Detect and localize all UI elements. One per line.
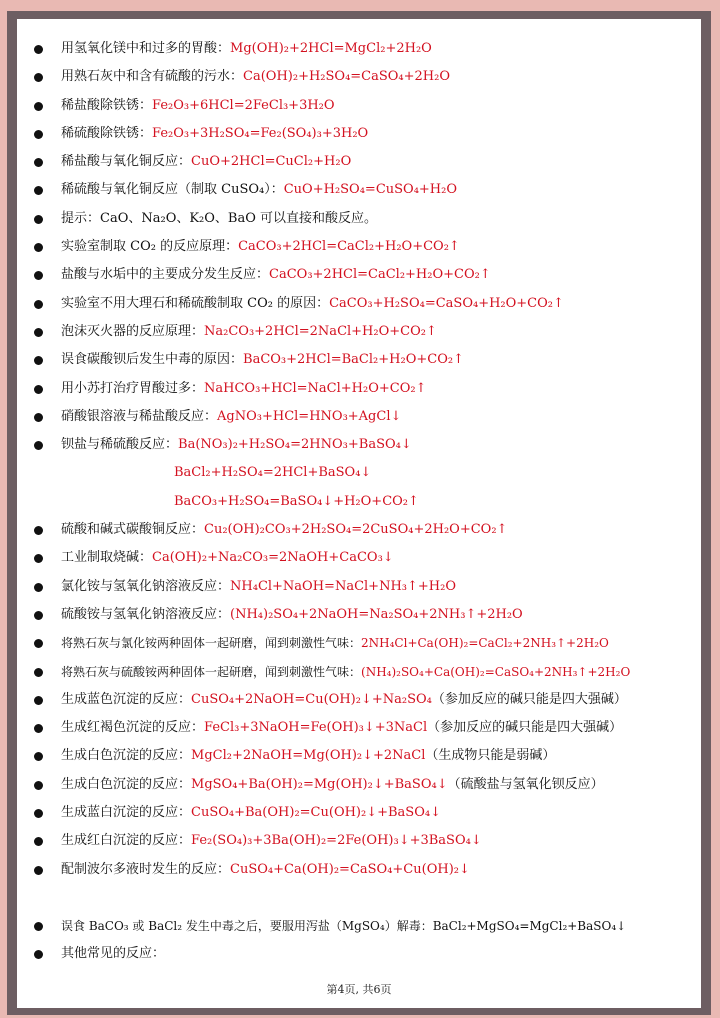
item-equation: Fe₂O₃+6HCl=2FeCl₃+3H₂O	[152, 97, 335, 113]
item-equation: CaCO₃+2HCl=CaCl₂+H₂O+CO₂↑	[238, 239, 460, 255]
list-item	[17, 403, 701, 431]
item-equation: CuSO₄+Ca(OH)₂=CaSO₄+Cu(OH)₂↓	[230, 861, 470, 877]
item-equation: Ba(NO₃)₂+H₂SO₄=2HNO₃+BaSO₄↓	[178, 437, 412, 453]
document-page	[17, 19, 701, 1008]
item-equation: CuO+2HCl=CuCl₂+H₂O	[191, 154, 352, 170]
list-item	[17, 35, 701, 63]
bullet-icon	[34, 413, 43, 422]
page-number: 第4页, 共6页	[326, 983, 392, 996]
item-label: 用氢氧化镁中和过多的胃酸：	[61, 41, 231, 56]
item-label: 实验室制取 CO₂ 的反应原理：	[61, 239, 239, 255]
bullet-icon	[34, 922, 43, 931]
item-equation: (NH₄)₂SO₄+2NaOH=Na₂SO₄+2NH₃↑+2H₂O	[230, 606, 523, 622]
spacer	[17, 884, 701, 912]
list-item	[17, 233, 701, 261]
bullet-icon	[34, 271, 43, 280]
item-equation: Ca(OH)₂+Na₂CO₃=2NaOH+CaCO₃↓	[152, 550, 394, 566]
item-equation: Na₂CO₃+2HCl=2NaCl+H₂O+CO₂↑	[204, 323, 437, 339]
bullet-icon	[34, 752, 43, 761]
item-equation: MgSO₄+Ba(OH)₂=Mg(OH)₂↓+BaSO₄↓	[191, 776, 448, 792]
bullet-icon	[34, 781, 43, 790]
list-item	[17, 573, 701, 601]
list-item	[17, 261, 701, 289]
item-label: 泡沫灭火器的反应原理：	[61, 323, 205, 339]
bullet-icon	[34, 554, 43, 563]
bullet-icon	[34, 639, 43, 648]
bullet-icon	[34, 45, 43, 54]
item-label: 工业制取烧碱：	[61, 550, 153, 566]
item-equation: CaCO₃+H₂SO₄=CaSO₄+H₂O+CO₂↑	[329, 295, 564, 311]
item-label: 其他常见的反应：	[61, 946, 166, 962]
item-label: 提示：CaO、Na₂O、K₂O、BaO 可以直接和酸反应。	[61, 210, 378, 226]
list-item	[17, 714, 701, 742]
bullet-icon	[34, 526, 43, 535]
list-item	[17, 346, 701, 374]
bullet-icon	[34, 300, 43, 309]
item-equation: CaCO₃+2HCl=CaCl₂+H₂O+CO₂↑	[269, 267, 491, 283]
bullet-icon	[34, 837, 43, 846]
bullet-icon	[34, 186, 43, 195]
item-equation: Cu₂(OH)₂CO₃+2H₂SO₄=2CuSO₄+2H₂O+CO₂↑	[204, 522, 508, 538]
bullet-icon	[34, 441, 43, 450]
item-label: 生成蓝白沉淀的反应：	[61, 805, 192, 821]
item-equation: Fe₂(SO₄)₃+3Ba(OH)₂=2Fe(OH)₃↓+3BaSO₄↓	[191, 833, 482, 849]
item-label: 实验室不用大理石和稀硫酸制取 CO₂ 的原因：	[61, 295, 330, 311]
item-equation: Ca(OH)₂+H₂SO₄=CaSO₄+2H₂O	[243, 69, 451, 85]
list-item	[17, 148, 701, 176]
bullet-icon	[34, 696, 43, 705]
item-equation: BaCO₃+H₂SO₄=BaSO₄↓+H₂O+CO₂↑	[174, 493, 419, 509]
bullet-icon	[34, 328, 43, 337]
bullet-icon	[34, 102, 43, 111]
equation-continuation	[17, 459, 701, 487]
item-equation: (NH₄)₂SO₄+Ca(OH)₂=CaSO₄+2NH₃↑+2H₂O	[361, 664, 631, 679]
bullet-icon	[34, 130, 43, 139]
bullet-icon	[34, 243, 43, 252]
item-label: 硝酸银溶液与稀盐酸反应：	[61, 408, 218, 424]
item-note: （参加反应的碱只能是四大强碱）	[431, 691, 627, 707]
list-item	[17, 176, 701, 204]
item-equation: Mg(OH)₂+2HCl=MgCl₂+2H₂O	[230, 41, 432, 56]
bullet-icon	[34, 158, 43, 167]
item-equation: NH₄Cl+NaOH=NaCl+NH₃↑+H₂O	[230, 578, 456, 594]
item-note: （生成物只能是弱碱）	[425, 748, 556, 764]
item-note: （参加反应的碱只能是四大强碱）	[427, 720, 623, 736]
item-equation: CuO+H₂SO₄=CuSO₄+H₂O	[283, 182, 458, 198]
item-label: 生成白色沉淀的反应：	[61, 776, 192, 792]
list-item	[17, 601, 701, 629]
bullet-icon	[34, 385, 43, 394]
list-item	[17, 658, 701, 686]
item-equation: BaCl₂+H₂SO₄=2HCl+BaSO₄↓	[174, 465, 372, 481]
item-equation: NaHCO₃+HCl=NaCl+H₂O+CO₂↑	[204, 380, 427, 396]
list-item	[17, 516, 701, 544]
item-label: 盐酸与水垢中的主要成分发生反应：	[61, 267, 270, 283]
item-label: 生成红白沉淀的反应：	[61, 833, 192, 849]
equation-continuation	[17, 488, 701, 516]
list-item	[17, 318, 701, 346]
list-item	[17, 629, 701, 657]
item-label: 稀硫酸除铁锈：	[61, 125, 153, 141]
list-item	[17, 375, 701, 403]
bullet-icon	[34, 724, 43, 733]
item-label: 生成白色沉淀的反应：	[61, 748, 192, 764]
item-label: 用熟石灰中和含有硫酸的污水：	[61, 69, 244, 85]
item-label: 生成蓝色沉淀的反应：	[61, 691, 192, 707]
bullet-icon	[34, 611, 43, 620]
item-equation: FeCl₃+3NaOH=Fe(OH)₃↓+3NaCl	[204, 720, 428, 736]
item-label: 配制波尔多液时发生的反应：	[61, 861, 231, 877]
bullet-icon	[34, 809, 43, 818]
bullet-icon	[34, 215, 43, 224]
list-item	[17, 544, 701, 572]
bullet-icon	[34, 668, 43, 677]
item-equation: MgCl₂+2NaOH=Mg(OH)₂↓+2NaCl	[191, 748, 426, 764]
list-item	[17, 742, 701, 770]
list-item	[17, 431, 701, 459]
item-equation: BaCO₃+2HCl=BaCl₂+H₂O+CO₂↑	[243, 352, 464, 368]
item-equation: CuSO₄+Ba(OH)₂=Cu(OH)₂↓+BaSO₄↓	[191, 805, 441, 821]
item-equation: CuSO₄+2NaOH=Cu(OH)₂↓+Na₂SO₄	[191, 691, 432, 707]
list-item	[17, 120, 701, 148]
bullet-icon	[34, 866, 43, 875]
item-equation: AgNO₃+HCl=HNO₃+AgCl↓	[217, 408, 402, 424]
bullet-icon	[34, 356, 43, 365]
item-label: 硫酸铵与氢氧化钠溶液反应：	[61, 606, 231, 622]
item-label: 硫酸和碱式碳酸铜反应：	[61, 522, 205, 538]
item-label: 稀盐酸除铁锈：	[61, 97, 153, 113]
item-label: 用小苏打治疗胃酸过多：	[61, 380, 205, 396]
item-label: 钡盐与稀硫酸反应：	[61, 437, 179, 453]
item-label: 将熟石灰与硫酸铵两种固体一起研磨，闻到刺激性气味：	[61, 664, 362, 679]
list-item	[17, 771, 701, 799]
item-label: 将熟石灰与氯化铵两种固体一起研磨，闻到刺激性气味：	[61, 636, 362, 651]
item-label: 氯化铵与氢氧化钠溶液反应：	[61, 578, 231, 594]
list-item	[17, 940, 701, 968]
list-item	[17, 856, 701, 884]
item-note: （硫酸盐与氢氧化钡反应）	[447, 776, 604, 792]
reaction-list	[17, 35, 701, 969]
item-label: 生成红褐色沉淀的反应：	[61, 720, 205, 736]
item-label: 稀盐酸与氧化铜反应：	[61, 154, 192, 170]
list-item	[17, 290, 701, 318]
list-item	[17, 686, 701, 714]
list-item	[17, 205, 701, 233]
list-item	[17, 799, 701, 827]
bullet-icon	[34, 73, 43, 82]
list-item	[17, 827, 701, 855]
item-label: 误食 BaCO₃ 或 BaCl₂ 发生中毒之后，要服用泻盐（MgSO₄）解毒：BaCl₂+MgSO₄=MgCl₂+BaSO₄↓	[61, 918, 627, 933]
item-label: 误食碳酸钡后发生中毒的原因：	[61, 352, 244, 368]
list-item	[17, 92, 701, 120]
item-equation: 2NH₄Cl+Ca(OH)₂=CaCl₂+2NH₃↑+2H₂O	[361, 636, 609, 651]
list-item	[17, 912, 701, 940]
item-equation: Fe₂O₃+3H₂SO₄=Fe₂(SO₄)₃+3H₂O	[152, 125, 369, 141]
list-item	[17, 63, 701, 91]
bullet-icon	[34, 583, 43, 592]
item-label: 稀硫酸与氧化铜反应（制取 CuSO₄）：	[61, 182, 284, 198]
bullet-icon	[34, 950, 43, 959]
